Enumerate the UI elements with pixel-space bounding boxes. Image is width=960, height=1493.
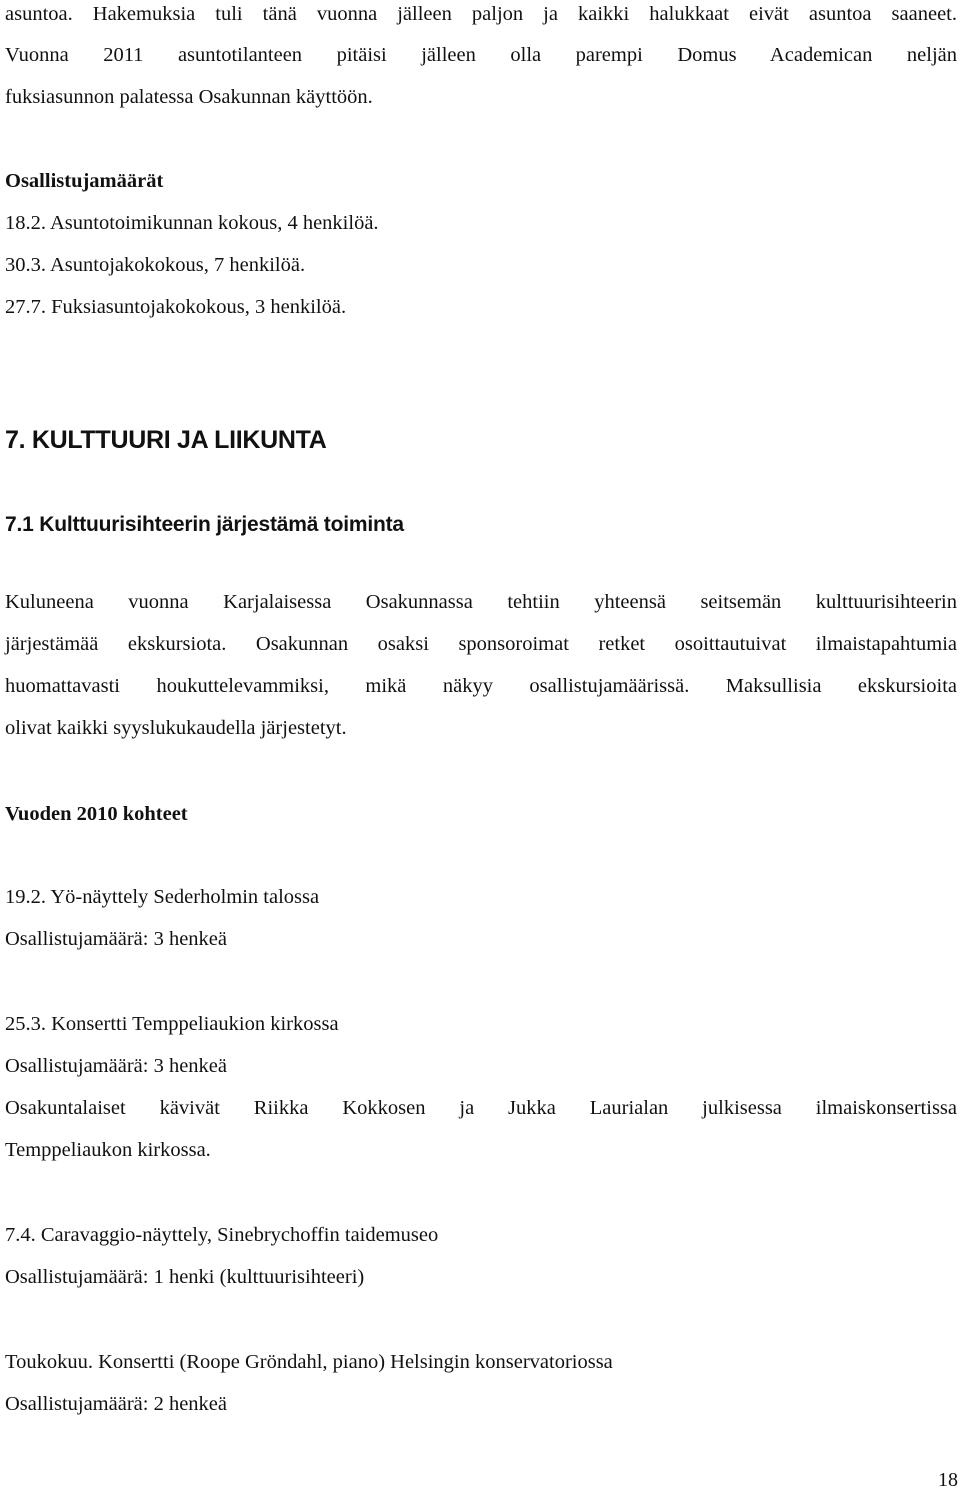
subsection-heading: 7.1 Kulttuurisihteerin järjestämä toiminta [5, 513, 404, 536]
intro-line-1: asuntoa. Hakemuksia tuli tänä vuonna jälleen paljon ja kaikki halukkaat eivät asuntoa saaneet. [5, 3, 957, 25]
event-participants: Osallistujamäärä: 3 henkeä [5, 1055, 227, 1077]
page-number: 18 [938, 1469, 958, 1491]
body-line-3: huomattavasti houkuttelevammiksi, mikä näkyy osallistujamäärissä. Maksullisia ekskursioita [5, 675, 957, 697]
event-participants: Osallistujamäärä: 1 henki (kulttuurisihteeri) [5, 1266, 365, 1288]
event-description-line-2: Temppeliaukon kirkossa. [5, 1139, 211, 1161]
participants-heading: Osallistujamäärät [5, 170, 164, 192]
body-line-4: olivat kaikki syyslukukaudella järjestetyt. [5, 717, 347, 739]
section-heading: 7. KULTTUURI JA LIIKUNTA [5, 426, 327, 454]
event-participants: Osallistujamäärä: 2 henkeä [5, 1393, 227, 1415]
event-title: 25.3. Konsertti Temppeliaukion kirkossa [5, 1013, 339, 1035]
participants-item: 27.7. Fuksiasuntojakokokous, 3 henkilöä. [5, 296, 347, 318]
body-line-2: järjestämää ekskursiota. Osakunnan osaksi sponsoroimat retket osoittautuivat ilmaistapahtumia [5, 633, 957, 655]
event-participants: Osallistujamäärä: 3 henkeä [5, 928, 227, 950]
body-line-1: Kuluneena vuonna Karjalaisessa Osakunnassa tehtiin yhteensä seitsemän kulttuurisihteerin [5, 591, 957, 613]
participants-item: 18.2. Asuntotoimikunnan kokous, 4 henkilöä. [5, 212, 379, 234]
event-description-line-1: Osakuntalaiset kävivät Riikka Kokkosen ja Jukka Laurialan julkisessa ilmaiskonsertissa [5, 1097, 957, 1119]
destinations-heading: Vuoden 2010 kohteet [5, 803, 188, 825]
intro-line-3: fuksiasunnon palatessa Osakunnan käyttöön. [5, 86, 373, 108]
event-title: Toukokuu. Konsertti (Roope Gröndahl, piano) Helsingin konservatoriossa [5, 1351, 613, 1373]
event-title: 19.2. Yö-näyttely Sederholmin talossa [5, 886, 320, 908]
intro-line-2: Vuonna 2011 asuntotilanteen pitäisi jälleen olla parempi Domus Academican neljän [5, 44, 957, 66]
participants-item: 30.3. Asuntojakokokous, 7 henkilöä. [5, 254, 306, 276]
event-title: 7.4. Caravaggio-näyttely, Sinebrychoffin taidemuseo [5, 1224, 439, 1246]
